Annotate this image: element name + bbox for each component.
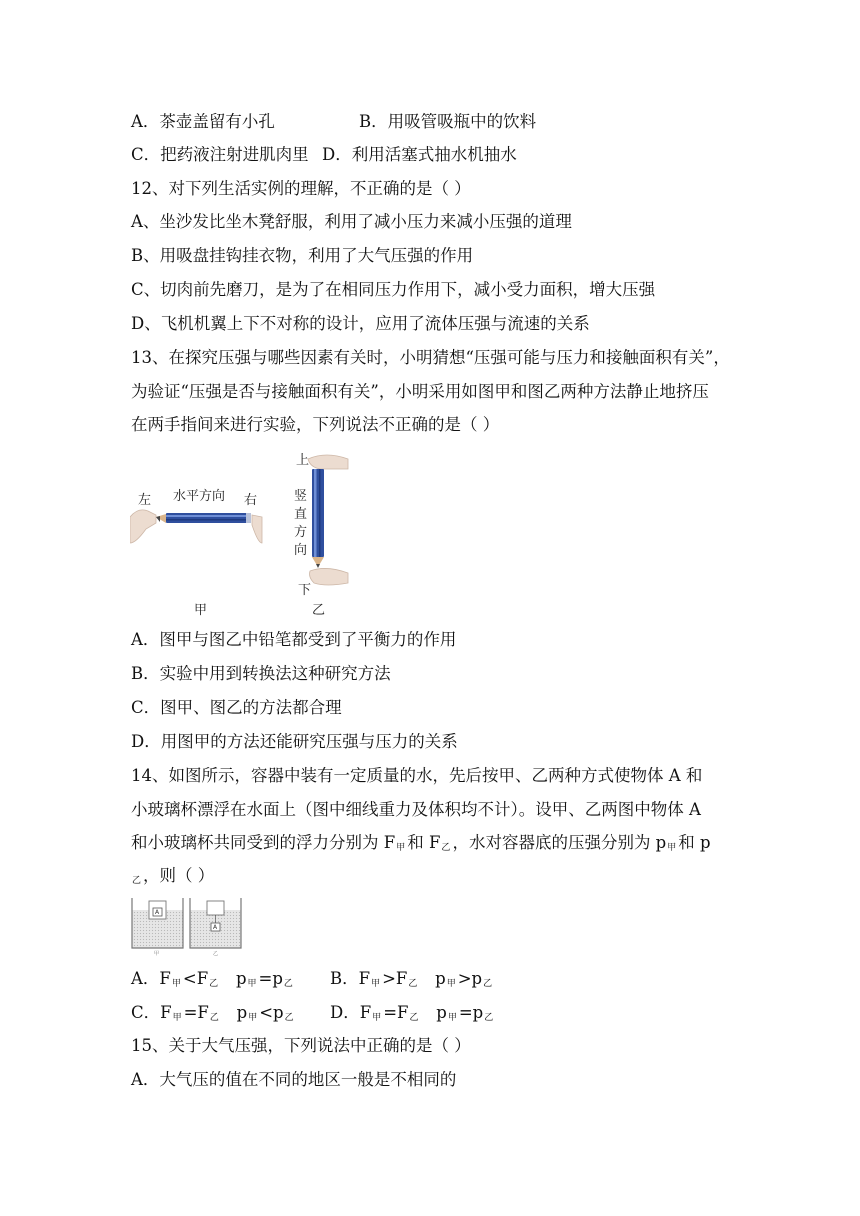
q11-option-c: C．把药液注射进肌肉里 xyxy=(131,145,309,164)
q12-option-c: C、切肉前先磨刀，是为了在相同压力作用下，减小受力面积，增大压强 xyxy=(131,280,656,299)
pencil-illustration xyxy=(130,445,360,615)
label-left: 左 xyxy=(138,493,152,508)
q14-option-b: B．$F_甲 >F_乙$ $p_甲 >p_乙$ xyxy=(330,969,493,989)
label-fig-yi: 乙 xyxy=(312,603,326,618)
label-vertical-2: 直 xyxy=(294,507,308,522)
q14-option-a: A．$F_甲 <F_乙$ $p_甲 =p_乙$ xyxy=(131,969,293,989)
q14-stem-line1: 14、如图所示，容器中装有一定质量的水，先后按甲、乙两种方式使物体 A 和 xyxy=(131,766,703,785)
label-right: 右 xyxy=(244,493,258,508)
label-horizontal: 水平方向 xyxy=(173,489,226,504)
label-vertical-3: 方 xyxy=(294,525,308,540)
q13-option-a: A．图甲与图乙中铅笔都受到了平衡力的作用 xyxy=(131,630,457,649)
container-label-jia: 甲 xyxy=(154,951,160,957)
object-a-label-2: A xyxy=(213,924,218,931)
q13-stem-line3: 在两手指间来进行实验，下列说法不正确的是（ ） xyxy=(131,415,500,434)
label-fig-jia: 甲 xyxy=(194,603,208,618)
q15-option-a: A．大气压的值在不同的地区一般是不相同的 xyxy=(131,1070,457,1089)
q14-option-c: C．$F_甲 =F_乙$ $p_甲 <p_乙$ xyxy=(131,1003,294,1023)
q12-option-b: B、用吸盘挂钩挂衣物，利用了大气压强的作用 xyxy=(131,246,474,265)
q14-option-d: D．$F_甲 =F_乙$ $p_甲 =p_乙$ xyxy=(330,1003,494,1023)
q14-stem-line4: $_乙$ ，则（ ） xyxy=(132,866,215,886)
q12-stem: 12、对下列生活实例的理解，不正确的是（ ） xyxy=(131,179,471,198)
label-top: 上 xyxy=(296,453,310,468)
q13-option-c: C．图甲、图乙的方法都合理 xyxy=(131,698,342,717)
q13-stem-line2: 为验证“压强是否与接触面积有关”，小明采用如图甲和图乙两种方法静止地挤压 xyxy=(131,382,709,401)
q11-option-a: A．茶壶盖留有小孔 xyxy=(131,112,275,131)
q13-option-d: D．用图甲的方法还能研究压强与压力的关系 xyxy=(131,732,458,751)
label-vertical-1: 竖 xyxy=(294,489,308,504)
containers-figure xyxy=(130,896,245,956)
q11-option-b: B．用吸管吸瓶中的饮料 xyxy=(359,112,537,131)
q14-stem-line2: 小玻璃杯漂浮在水面上（图中细线重力及体积均不计）。设甲、乙两图中物体 A xyxy=(131,800,701,819)
q11-option-d: D．利用活塞式抽水机抽水 xyxy=(322,145,517,164)
q14-stem-line3: 和小玻璃杯共同受到的浮力分别为 $F_甲$ 和 $F_乙$ ，水对容器底的压强分别为 $p_甲$ 和 p xyxy=(131,833,711,853)
q12-option-a: A、坐沙发比坐木凳舒服，利用了减小压力来减小压强的道理 xyxy=(131,212,572,231)
pencil-experiment-figure xyxy=(130,445,360,618)
q13-stem-line1: 13、在探究压强与哪些因素有关时，小明猜想“压强可能与压力和接触面积有关”， xyxy=(131,348,730,367)
label-bottom: 下 xyxy=(298,583,312,598)
q12-option-d: D、飞机机翼上下不对称的设计，应用了流体压强与流速的关系 xyxy=(131,314,590,333)
container-label-yi: 乙 xyxy=(213,951,219,957)
q15-stem: 15、关于大气压强，下列说法中正确的是（ ） xyxy=(131,1036,471,1055)
label-vertical-4: 向 xyxy=(294,543,308,558)
object-a-label-1: A xyxy=(155,909,160,916)
containers-illustration xyxy=(130,896,245,956)
q13-option-b: B．实验中用到转换法这种研究方法 xyxy=(131,664,391,683)
